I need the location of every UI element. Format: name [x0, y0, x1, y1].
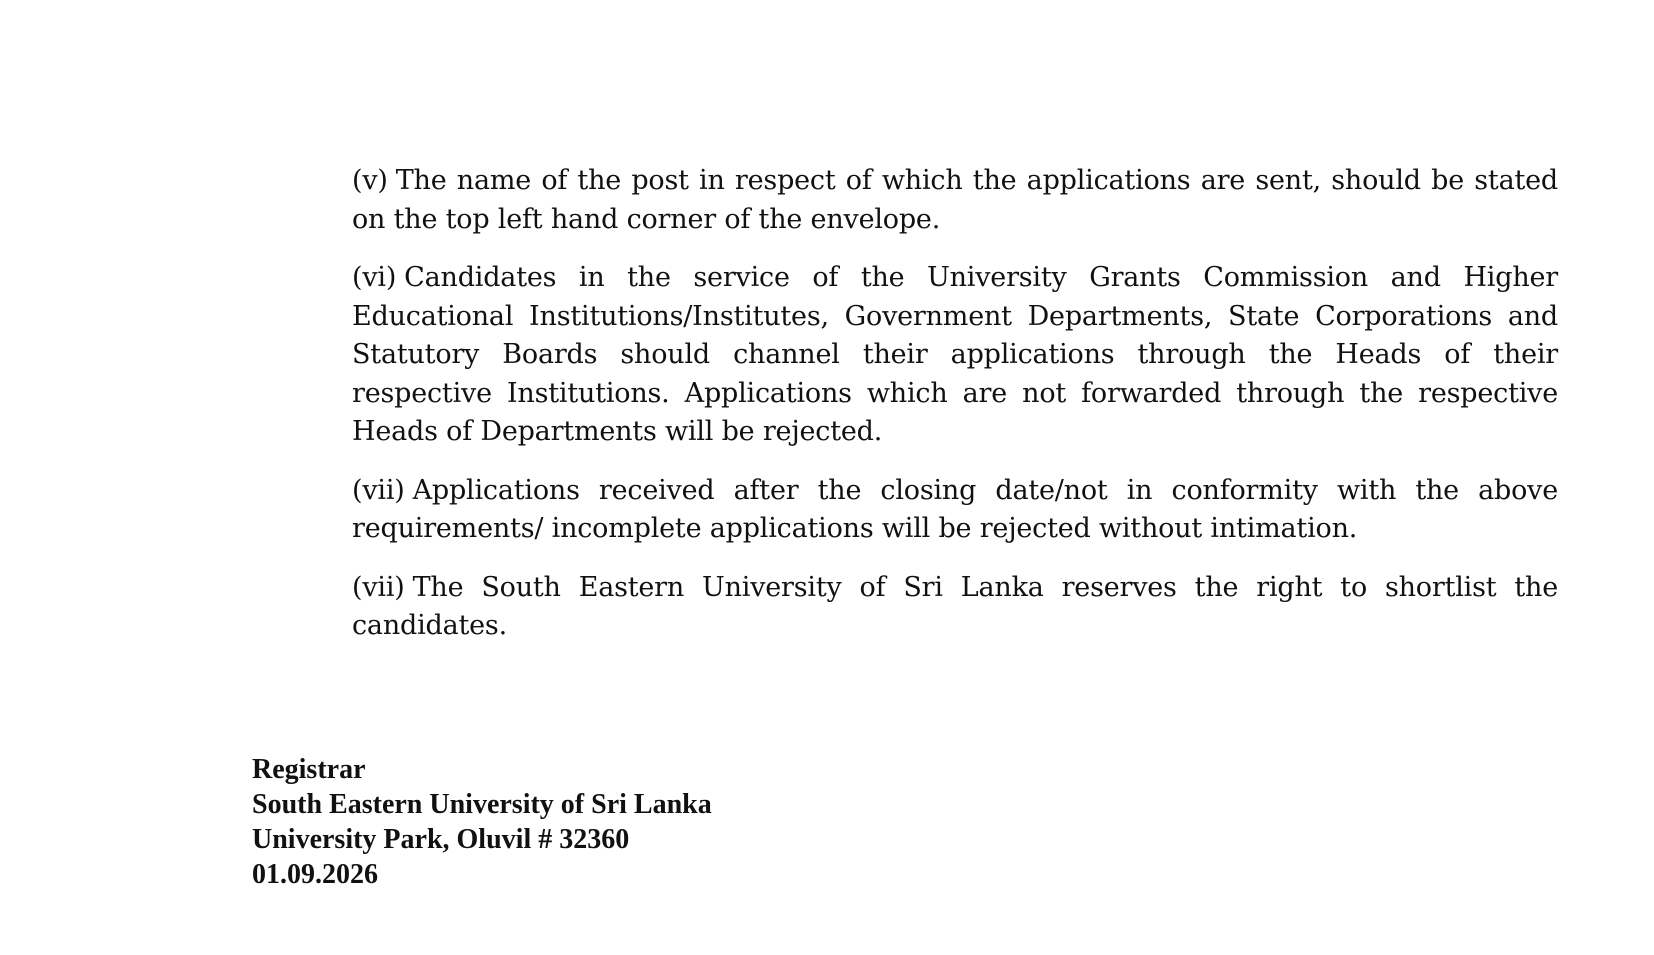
- clause-text: Applications received after the closing date/not in conformity with the above requirements/ incomplete applications will be rejected without intimation.: [352, 474, 1558, 544]
- clause-text: The South Eastern University of Sri Lanka reserves the right to shortlist the candidates.: [352, 571, 1558, 641]
- signature-block: [252, 752, 712, 892]
- clause-vii: [352, 472, 1558, 549]
- clause-number: (vi): [352, 262, 397, 293]
- instructions-list: [352, 162, 1558, 666]
- clause-v: [352, 162, 1558, 239]
- institution-name: South Eastern University of Sri Lanka: [252, 789, 712, 820]
- clause-text: Candidates in the service of the University Grants Commission and Higher Educational Institutions/Institutes, Government Departments, State Corporations and Statutory Boards should channel their applications through the Heads of their respective Institutions. Applications which are not forwarded through the respective Heads of Departments will be rejected.: [352, 262, 1558, 447]
- institution-address: University Park, Oluvil # 32360: [252, 824, 630, 855]
- clause-number: (vii): [352, 474, 405, 506]
- clause-vi: [352, 259, 1558, 452]
- clause-text: The name of the post in respect of which the applications are sent, should be stated on the top left hand corner of the envelope.: [352, 165, 1558, 235]
- document-date: 01.09.2026: [252, 859, 378, 890]
- clause-vii-shortlist: [352, 569, 1558, 646]
- signatory-title: Registrar: [252, 754, 366, 785]
- clause-number: (v): [352, 165, 388, 196]
- clause-number: (vii): [352, 571, 405, 603]
